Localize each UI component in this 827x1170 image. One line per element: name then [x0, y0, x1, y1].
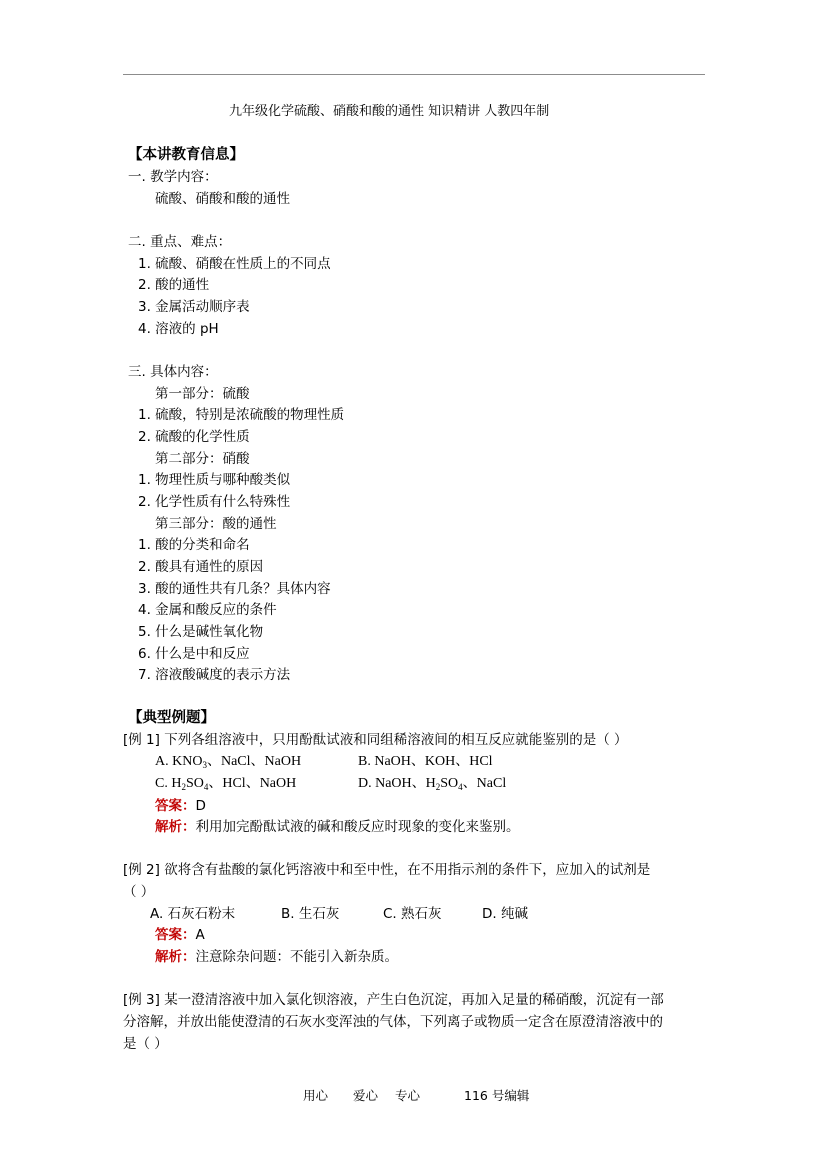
example2-option-a: A. 石灰石粉末: [150, 906, 236, 922]
example2-answer: 答案：A: [155, 927, 205, 943]
list-item: 7. 溶液酸碱度的表示方法: [138, 667, 291, 683]
list-item: 2. 化学性质有什么特殊性: [138, 494, 291, 510]
example2-option-d: D. 纯碱: [482, 906, 528, 922]
example1-option-a: A. $KNO_3$、NaCl、NaOH: [155, 754, 302, 770]
list-item: 2. 酸具有通性的原因: [138, 559, 264, 575]
example2-analysis: 解析：注意除杂问题：不能引入新杂质。: [155, 949, 398, 965]
list-item: 4. 溶液的 pH: [138, 321, 219, 337]
list-item: 6. 什么是中和反应: [138, 646, 250, 662]
list-item: 1. 酸的分类和命名: [138, 537, 250, 553]
list-item: 1. 硫酸、硝酸在性质上的不同点: [138, 256, 331, 272]
example1-analysis: 解析：利用加完酚酞试液的碱和酸反应时现象的变化来鉴别。: [155, 819, 520, 835]
list-item: 3. 酸的通性共有几条？具体内容: [138, 581, 331, 597]
example2-option-c: C. 熟石灰: [383, 906, 442, 922]
list-item: 2. 硫酸的化学性质: [138, 429, 250, 445]
section-heading-info: 【本讲教育信息】: [128, 147, 244, 163]
sub-heading: 第一部分：硫酸: [155, 386, 250, 402]
list-item: 4. 金属和酸反应的条件: [138, 602, 277, 618]
part1-body: 硫酸、硝酸和酸的通性: [155, 191, 290, 207]
example2-question: [例 2] 欲将含有盐酸的氯化钙溶液中和至中性，在不用指示剂的条件下，应加入的试剂是: [123, 862, 651, 878]
example2-option-b: B. 生石灰: [281, 906, 340, 922]
sub-heading: 第二部分：硝酸: [155, 451, 250, 467]
example1-option-c: C. $H_2SO_4$、HCl、NaOH: [155, 776, 297, 792]
list-item: 2. 酸的通性: [138, 277, 210, 293]
list-item: 5. 什么是碱性氧化物: [138, 624, 264, 640]
example1-question: [例 1] 下列各组溶液中，只用酚酞试液和同组稀溶液间的相互反应就能鉴别的是（ ）: [123, 732, 628, 748]
page-title: 九年级化学硫酸、硝酸和酸的通性 知识精讲 人教四年制: [229, 104, 550, 119]
example1-answer: 答案：D: [155, 798, 206, 814]
example3-question-cont: 是（ ）: [123, 1036, 168, 1052]
footer-text: 爱心: [353, 1088, 379, 1103]
section-heading-examples: 【典型例题】: [128, 710, 215, 726]
list-item: 1. 物理性质与哪种酸类似: [138, 472, 291, 488]
example1-option-d: D. NaOH、$H_2SO_4$、NaCl: [358, 776, 507, 792]
footer-text: 专心: [395, 1088, 421, 1103]
example2-question-cont: （ ）: [123, 884, 155, 900]
example3-question-cont: 分溶解，并放出能使澄清的石灰水变浑浊的气体，下列离子或物质一定含在原澄清溶液中的: [123, 1014, 663, 1030]
footer-text: 用心: [303, 1088, 329, 1103]
part2-title: 二. 重点、难点：: [128, 234, 232, 250]
part1-title: 一. 教学内容：: [128, 169, 218, 185]
header-rule: [123, 74, 705, 75]
list-item: 1. 硫酸，特别是浓硫酸的物理性质: [138, 407, 345, 423]
sub-heading: 第三部分：酸的通性: [155, 516, 277, 532]
example3-question: [例 3] 某一澄清溶液中加入氯化钡溶液，产生白色沉淀，再加入足量的稀硝酸，沉淀有一部: [123, 992, 664, 1008]
list-item: 3. 金属活动顺序表: [138, 299, 250, 315]
part3-title: 三. 具体内容：: [128, 364, 218, 380]
footer-editor: 116 号编辑: [464, 1088, 530, 1103]
example1-option-b: B. NaOH、KOH、HCl: [358, 754, 493, 769]
